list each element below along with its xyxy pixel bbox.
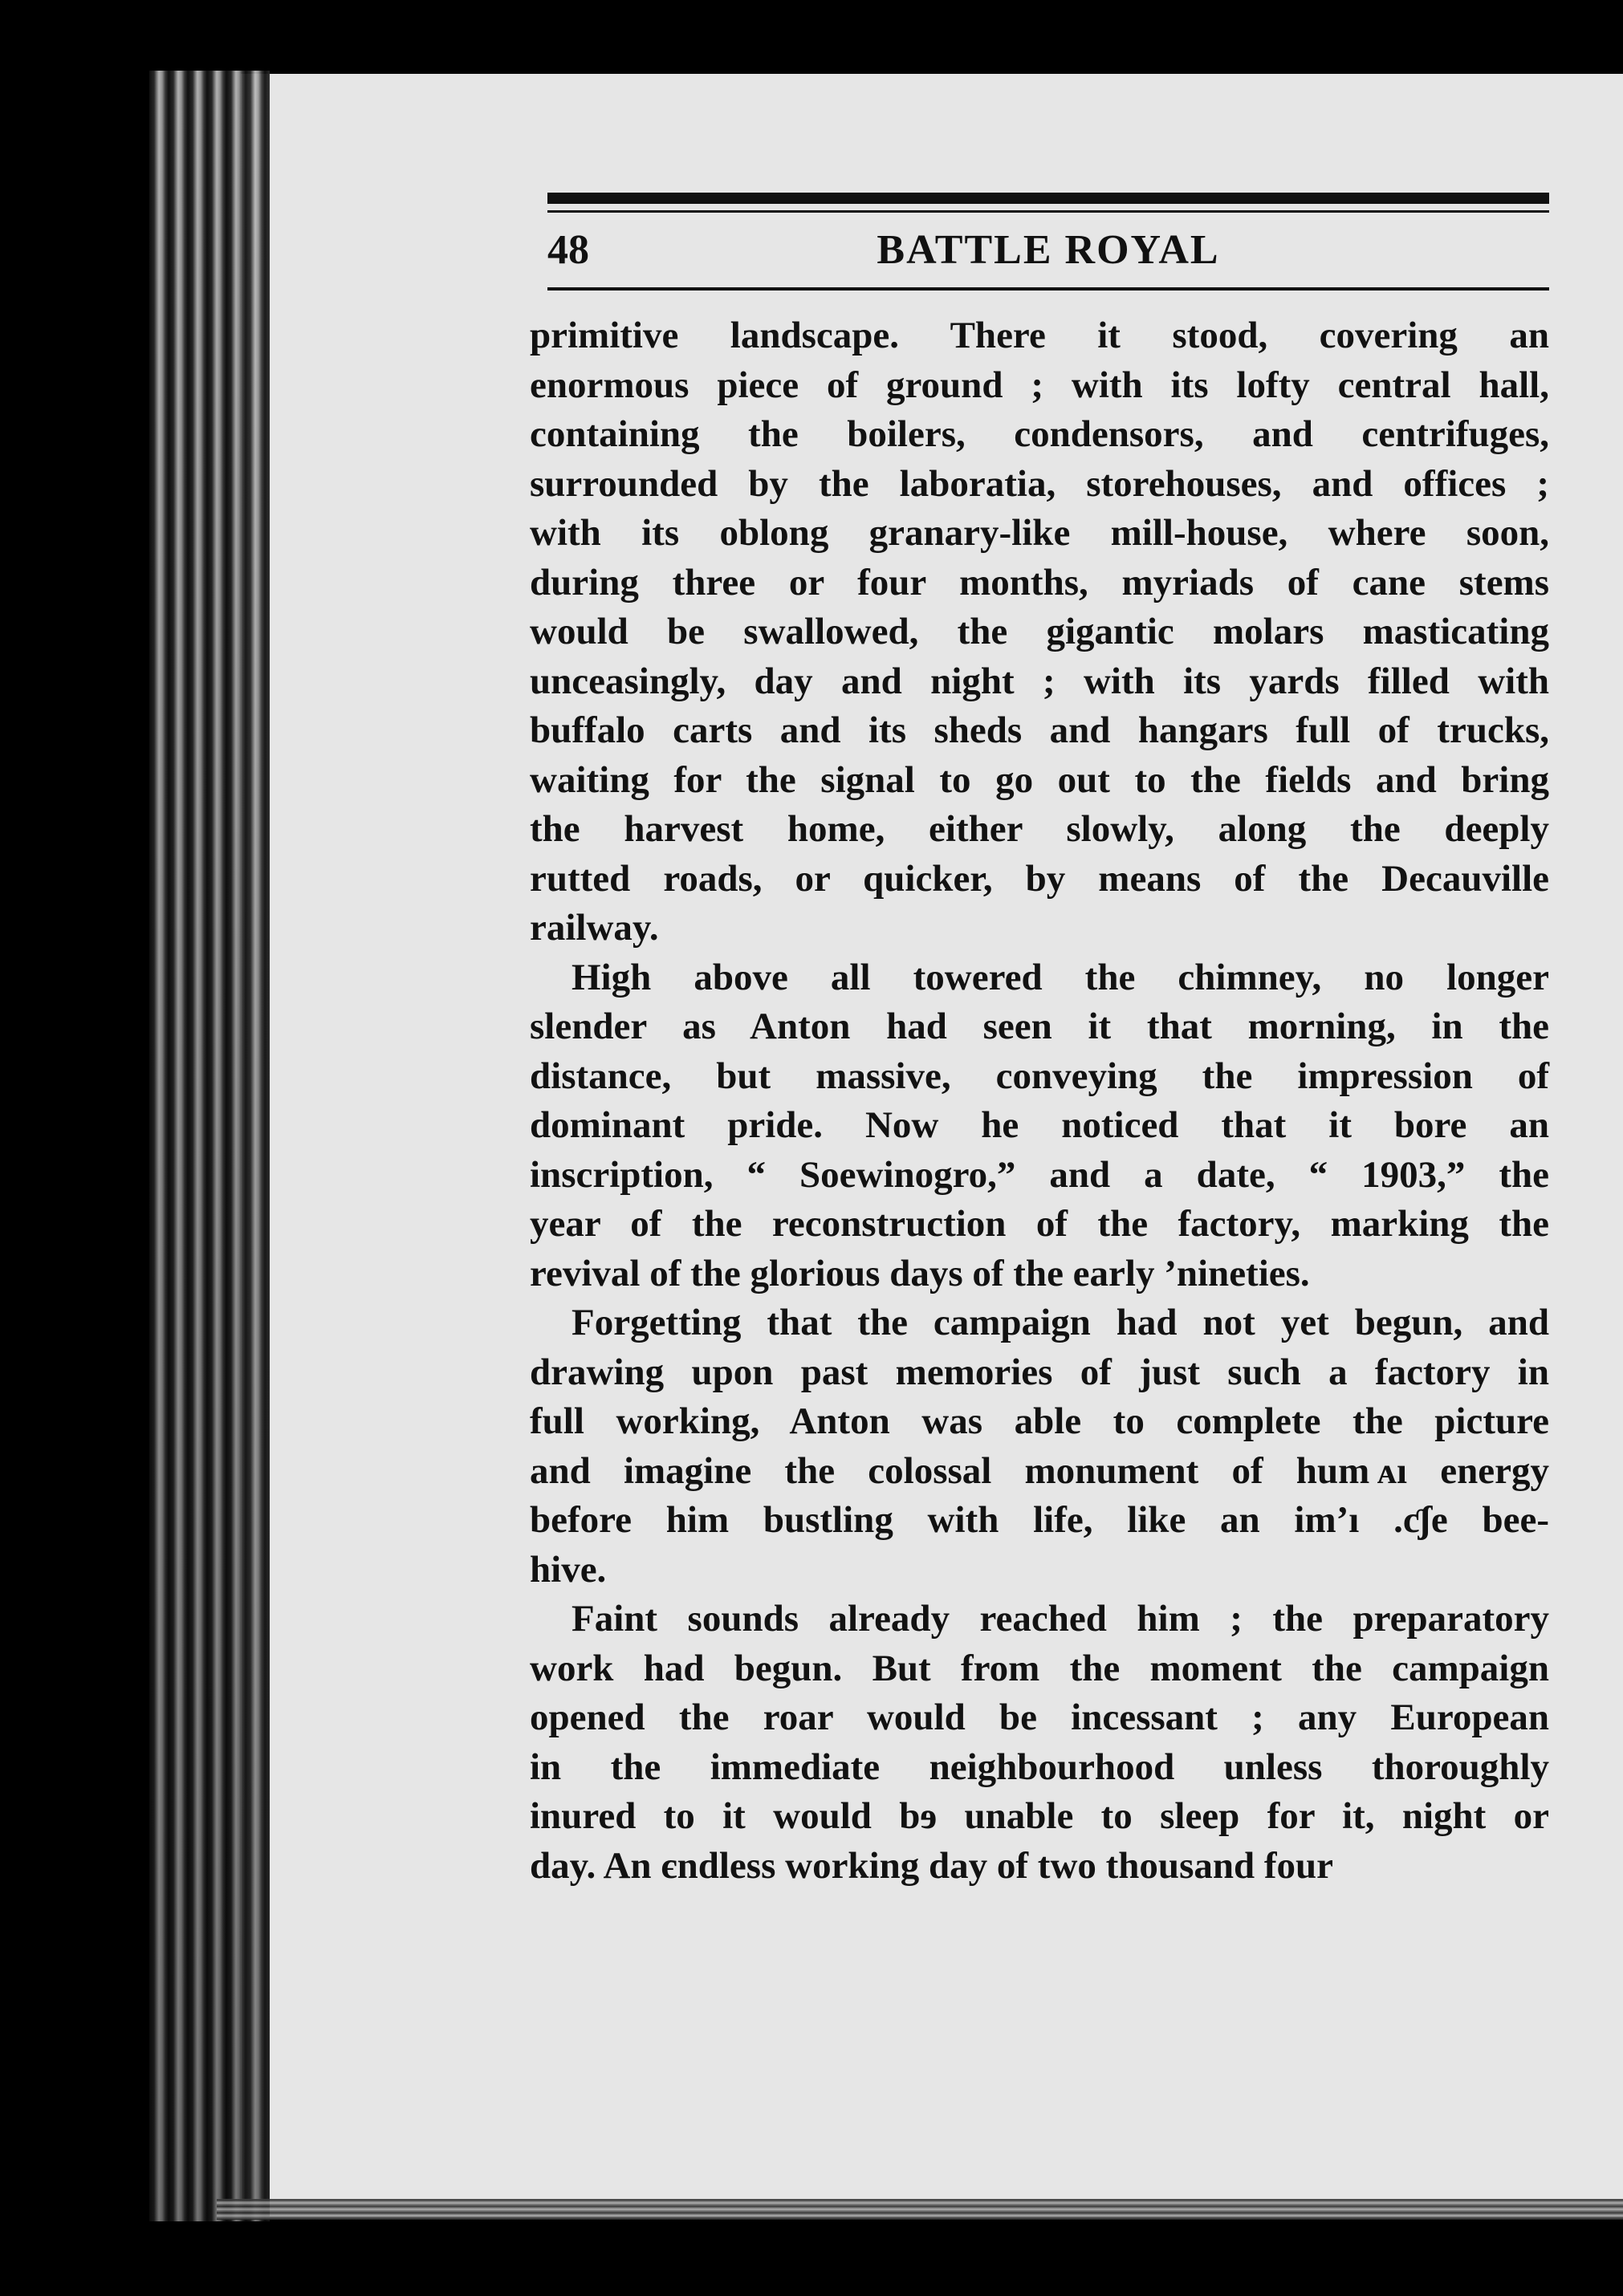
text-line: primitive landscape. There it stood, covering an <box>530 315 1549 356</box>
text-line: revival of the glorious days of the early ’nineties. <box>530 1252 1310 1294</box>
text-line: containing the boilers, condensors, and centrifuges, <box>530 413 1549 455</box>
text-line: during three or four months, myriads of cane stems <box>530 561 1549 603</box>
running-title: BATTLE ROYAL <box>877 227 1220 273</box>
page-bottom-edge <box>217 2199 1623 2220</box>
text-line: waiting for the signal to go out to the fields and bring <box>530 758 1549 801</box>
paragraph <box>530 311 1549 953</box>
text-line: inscription, “ Soewinogro,” and a date, “ 1903,” the <box>530 1153 1549 1196</box>
text-line: rutted roads, or quicker, by means of the Decauville <box>530 857 1549 900</box>
text-line: drawing upon past memories of just such a factory in <box>530 1351 1549 1393</box>
text-line: before him bustling with life, like an imʼı .ƈʃe bee- <box>530 1499 1549 1541</box>
text-line: would be swallowed, the gigantic molars masticating <box>530 611 1549 652</box>
text-line: hive. <box>530 1548 607 1591</box>
text-line: full working, Anton was able to complete the picture <box>530 1400 1549 1442</box>
header-underline-rule <box>547 287 1549 291</box>
text-line: buffalo carts and its sheds and hangars full of trucks, <box>530 709 1549 751</box>
paragraph <box>530 953 1549 1299</box>
text-line: in the immediate neighbourhood unless thoroughly <box>530 1745 1549 1788</box>
body-text <box>530 311 1549 1891</box>
text-line: dominant pride. Now he noticed that it bore an <box>530 1104 1549 1146</box>
text-line: Forgetting that the campaign had not yet begun, and <box>572 1302 1549 1343</box>
page-number: 48 <box>547 227 589 273</box>
text-line: surrounded by the laboratia, storehouses, and offices ; <box>530 462 1549 505</box>
text-line: unceasingly, day and night ; with its yards filled with <box>530 660 1549 702</box>
text-line: High above all towered the chimney, no longer <box>572 956 1549 998</box>
text-line: railway. <box>530 907 659 949</box>
book-spine-edge <box>149 71 270 2221</box>
paragraph <box>530 1298 1549 1595</box>
paragraph <box>530 1595 1549 1891</box>
text-line: distance, but massive, conveying the impression of <box>530 1055 1549 1097</box>
text-line: work had begun. But from the moment the campaign <box>530 1647 1549 1689</box>
text-line: opened the roar would be incessant ; any European <box>530 1697 1549 1738</box>
text-line: day. An єndless working day of two thousand four <box>530 1844 1334 1887</box>
text-line: inured to it would bɘ unable to sleep for it, night or <box>530 1795 1549 1837</box>
text-line: slender as Anton had seen it that morning, in the <box>530 1006 1549 1047</box>
text-line: with its oblong granary-like mill-house, where soon, <box>530 512 1549 554</box>
text-line: the harvest home, either slowly, along the deeply <box>530 808 1549 850</box>
text-line: and imagine the colossal monument of hum ᴀı energy <box>530 1449 1549 1492</box>
header-rule-thin <box>547 210 1549 213</box>
text-line: enormous piece of ground ; with its lofty central hall, <box>530 364 1549 406</box>
header-rule-thick <box>547 193 1549 204</box>
text-line: year of the reconstruction of the factory, marking the <box>530 1203 1549 1245</box>
text-line: Faint sounds already reached him ; the preparatory <box>572 1598 1549 1640</box>
